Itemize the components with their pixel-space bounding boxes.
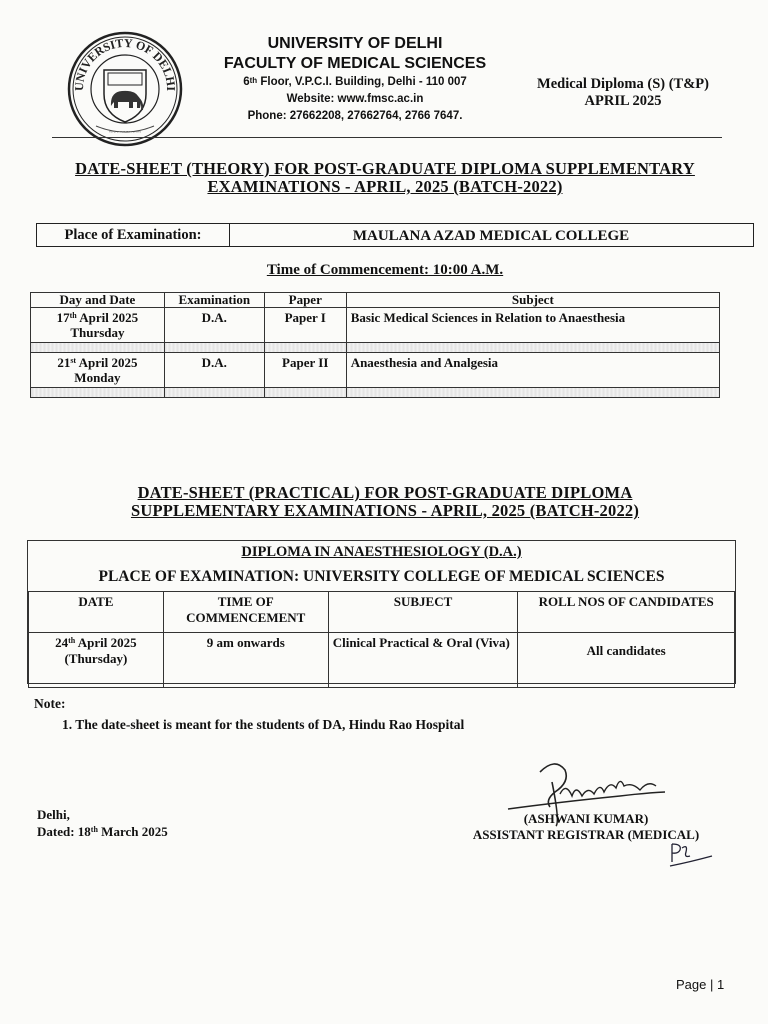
practical-place: PLACE OF EXAMINATION: UNIVERSITY COLLEGE OF MEDICAL SCIENCES [98, 568, 665, 585]
letterhead [190, 34, 520, 125]
website: Website: www.fmsc.ac.in [286, 93, 424, 105]
reference [518, 76, 728, 110]
commencement-time: Time of Commencement: 10:00 A.M. [266, 262, 504, 278]
spacer-row [31, 343, 720, 353]
practical-box [27, 540, 736, 684]
practical-title-line-2: SUPPLEMENTARY EXAMINATIONS - APRIL, 2025 (BATCH-2022) [130, 501, 640, 520]
date-cell: 24th April 2025 (Thursday) [29, 633, 164, 688]
place-label: Place of Examination: [37, 224, 230, 246]
svg-text:~~~ ~~~ ~~~: ~~~ ~~~ ~~~ [108, 130, 142, 136]
reference-line-2: APRIL 2025 [584, 93, 662, 109]
roll-cell: All candidates [518, 633, 735, 688]
header-divider [52, 137, 722, 138]
issue-place: Delhi, [37, 807, 70, 822]
signatory [452, 811, 720, 843]
time-cell: 9 am onwards [163, 633, 328, 688]
practical-title [40, 484, 730, 520]
column-header: TIME OF COMMENCEMENT [163, 592, 328, 633]
table-row [31, 353, 720, 388]
column-header: DATE [29, 592, 164, 633]
column-header: Day and Date [31, 293, 165, 308]
note-label: Note: [34, 696, 66, 711]
subject-cell: Basic Medical Sciences in Relation to Anaesthesia [346, 308, 719, 343]
page-number: Page | 1 [676, 977, 725, 992]
column-header: Subject [346, 293, 719, 308]
practical-title-line-1: DATE-SHEET (PRACTICAL) FOR POST-GRADUATE DIPLOMA [137, 483, 633, 502]
theory-title [30, 160, 740, 196]
reference-line-1: Medical Diploma (S) (T&P) [537, 76, 709, 92]
exam-cell: D.A. [164, 353, 264, 388]
spacer-row [31, 388, 720, 398]
seal-text: UNIVERSITY OF DELHI [71, 35, 179, 92]
subject-cell: Anaesthesia and Analgesia [346, 353, 719, 388]
handwritten-initials [666, 840, 716, 870]
svg-text:UNIVERSITY OF DELHI [72, 36, 178, 92]
date-cell: 17th April 2025 Thursday [31, 308, 165, 343]
column-header: Paper [264, 293, 346, 308]
table-row [29, 633, 735, 688]
issue-date: Dated: 18th March 2025 [37, 824, 168, 839]
signer-title: ASSISTANT REGISTRAR (MEDICAL) [472, 827, 700, 842]
paper-cell: Paper I [264, 308, 346, 343]
column-header: ROLL NOS OF CANDIDATES [518, 592, 735, 633]
note-item: 1. The date-sheet is meant for the students of DA, Hindu Rao Hospital [62, 717, 465, 732]
theory-title-line-1: DATE-SHEET (THEORY) FOR POST-GRADUATE DIPLOMA SUPPLEMENTARY [75, 159, 695, 178]
course-name: DIPLOMA IN ANAESTHESIOLOGY (D.A.) [241, 544, 522, 560]
university-seal [66, 30, 184, 148]
theory-header-row [31, 293, 720, 308]
table-row [31, 308, 720, 343]
theory-title-line-2: EXAMINATIONS - APRIL, 2025 (BATCH-2022) [207, 177, 563, 196]
faculty-name: FACULTY OF MEDICAL SCIENCES [223, 55, 487, 72]
theory-place-box [36, 223, 754, 247]
exam-cell: D.A. [164, 308, 264, 343]
theory-table [30, 292, 720, 398]
address: 6th Floor, V.P.C.I. Building, Delhi - 110 007 [243, 76, 467, 88]
paper-cell: Paper II [264, 353, 346, 388]
signer-name: (ASHWANI KUMAR) [523, 811, 649, 826]
issue-place-date [37, 806, 168, 840]
column-header: Examination [164, 293, 264, 308]
practical-header-row [29, 592, 735, 633]
subject-cell: Clinical Practical & Oral (Viva) [328, 633, 518, 688]
university-name: UNIVERSITY OF DELHI [267, 35, 443, 52]
column-header: SUBJECT [328, 592, 518, 633]
practical-table [28, 591, 735, 688]
date-cell: 21st April 2025 Monday [31, 353, 165, 388]
place-value: MAULANA AZAD MEDICAL COLLEGE [352, 228, 630, 244]
phone: Phone: 27662208, 27662764, 2766 7647. [247, 110, 463, 122]
